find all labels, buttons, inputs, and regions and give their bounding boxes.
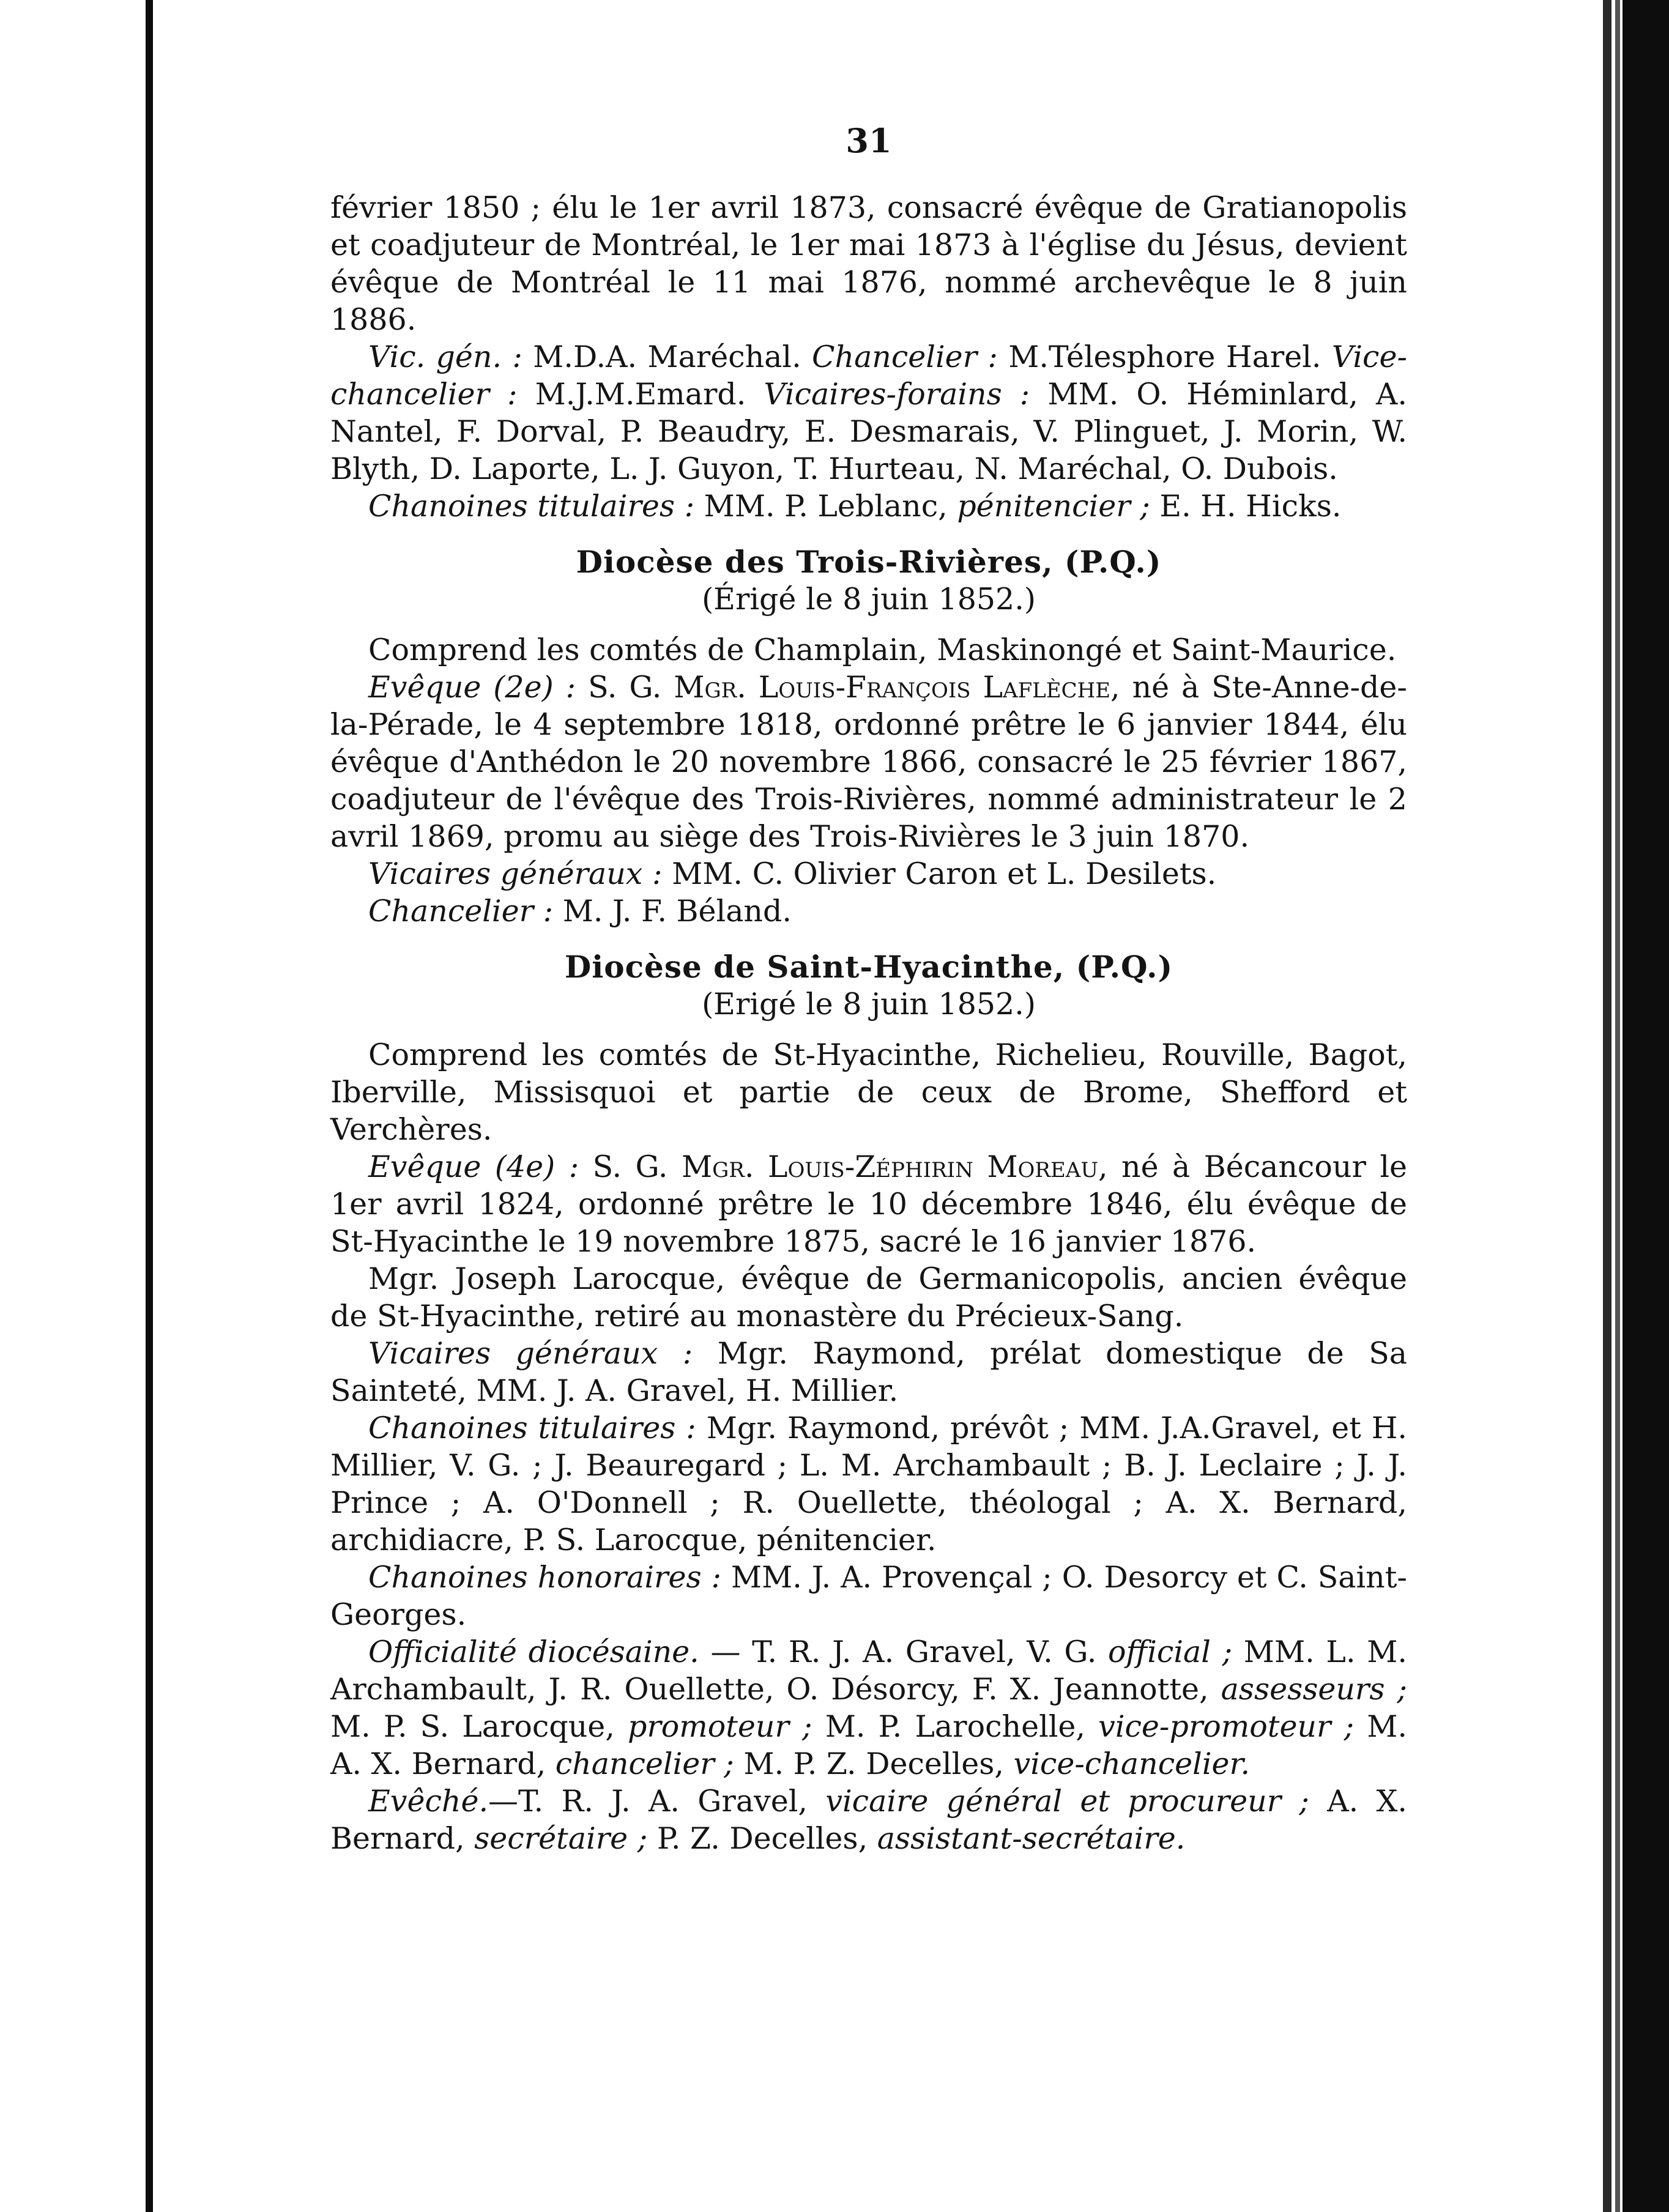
left-page-margin [0,0,153,2212]
montreal-chanoines-paragraph: Chanoines titulaires : MM. P. Leblanc, pénitencier ; E. H. Hicks. [368,489,1342,524]
vice-chancelier-label: Vice-chancelier : [330,340,1408,412]
saint-hyacinthe-honoraires: Chanoines honoraires : MM. J. A. Provençal ; O. Desorcy et C. Saint-Georges. [330,1560,1407,1632]
left-binding-edge [146,0,153,2212]
trois-rivieres-chancelier: Chancelier : M. J. F. Béland. [368,894,792,929]
right-page-edge [1603,0,1611,2212]
bishop-name: Mgr. Louis-Zéphirin Moreau, [681,1149,1108,1184]
eveque-label: Evêque (2e) : [368,670,576,705]
chancelier-label: Chancelier : [812,340,998,374]
saint-hyacinthe-heading: Diocèse de Saint-Hyacinthe, (P.Q.) [564,949,1173,985]
trois-rivieres-heading: Diocèse des Trois-Rivières, (P.Q.) [576,544,1162,580]
montreal-archbishop-paragraph: février 1850 ; élu le 1er avril 1873, consacré évêque de Gratianopolis et coadjuteur de Montréal, le 1er mai 1873 à l'église du Jésus, devient évêque de Montréal le 11 mai 1876, nommé archevêque le 8 juin 1886. [330,190,1407,337]
trois-rivieres-erige: (Érigé le 8 juin 1852.) [702,582,1036,617]
larocque-paragraph: Mgr. Joseph Larocque, évêque de Germanicopolis, ancien évêque de St-Hyacinthe, retiré au monastère du Précieux-Sang. [330,1261,1407,1334]
right-scan-border [1623,0,1669,2212]
saint-hyacinthe-erige: (Erigé le 8 juin 1852.) [702,987,1036,1022]
trois-rivieres-vicaires: Vicaires généraux : MM. C. Olivier Caron et L. Desilets. [368,856,1217,891]
vicaires-forains-label: Vicaires-forains : [764,377,1030,412]
officialite-paragraph: Officialité diocésaine. — T. R. J. A. Gravel, V. G. official ; MM. L. M. Archambault, J. R. Ouellette, O. Désorcy, F. X. Jeannotte, assesseurs ; M. P. S. Larocque, promoteur ; M. P. Larochelle, vice-promoteur ; M. A. X. Bernard, chancelier ; M. P. Z. Decelles, vice-chancelier. [330,1635,1407,1781]
saint-hyacinthe-eveque-paragraph: Evêque (4e) : S. G. Mgr. Louis-Zéphirin Moreau, né à Bécancour le 1er avril 1824, ordonné prêtre le 10 décembre 1846, élu évêque de St-Hyacinthe le 19 novembre 1875, sacré le 16 janvier 1876. [330,1149,1407,1259]
saint-hyacinthe-vicaires: Vicaires généraux : Mgr. Raymond, prélat domestique de Sa Sainteté, MM. J. A. Gravel, H. Millier. [330,1336,1407,1408]
saint-hyacinthe-comprend: Comprend les comtés de St-Hyacinthe, Richelieu, Rouville, Bagot, Iberville, Missisquoi et partie de ceux de Brome, Shefford et Verchères. [330,1037,1407,1147]
document-page [330,122,1407,2080]
right-page-edge-inner [1615,0,1620,2212]
eveche-paragraph: Evêché.—T. R. J. A. Gravel, vicaire général et procureur ; A. X. Bernard, secrétaire ; P. Z. Decelles, assistant-secrétaire. [330,1784,1407,1856]
bishop-name: Mgr. Louis-François Laflèche, [674,670,1120,705]
saint-hyacinthe-chanoines: Chanoines titulaires : Mgr. Raymond, prévôt ; MM. J.A.Gravel, et H. Millier, V. G. ; J. Beauregard ; L. M. Archambault ; B. J. Leclaire ; J. J. Prince ; A. O'Donnell ; R. Ouellette, théologal ; A. X. Bernard, archidiacre, P. S. Larocque, pénitencier. [330,1411,1407,1557]
trois-rivieres-comprend: Comprend les comtés de Champlain, Maskinongé et Saint-Maurice. [368,633,1397,667]
montreal-officials-paragraph: Vic. gén. : M.D.A. Maréchal. Chancelier : M.Télesphore Harel. Vice-chancelier : M.J.M.Emard. Vicaires-forains : MM. O. Héminlard, A. Nantel, F. Dorval, P. Beaudry, E. Desmarais, V. Plinguet, J. Morin, W. Blyth, D. Laporte, L. J. Guyon, T. Hurteau, N. Maréchal, O. Dubois. [330,340,1408,486]
page-number: 31 [846,121,892,160]
vic-gen-label: Vic. gén. : [368,340,522,374]
trois-rivieres-eveque-paragraph: Evêque (2e) : S. G. Mgr. Louis-François Laflèche, né à Ste-Anne-de-la-Pérade, le 4 septembre 1818, ordonné prêtre le 6 janvier 1844, élu évêque d'Anthédon le 20 novembre 1866, consacré le 25 février 1867, coadjuteur de l'évêque des Trois-Rivières, nommé administrateur le 2 avril 1869, promu au siège des Trois-Rivières le 3 juin 1870. [330,670,1407,854]
chanoines-label: Chanoines titulaires : [368,489,695,524]
